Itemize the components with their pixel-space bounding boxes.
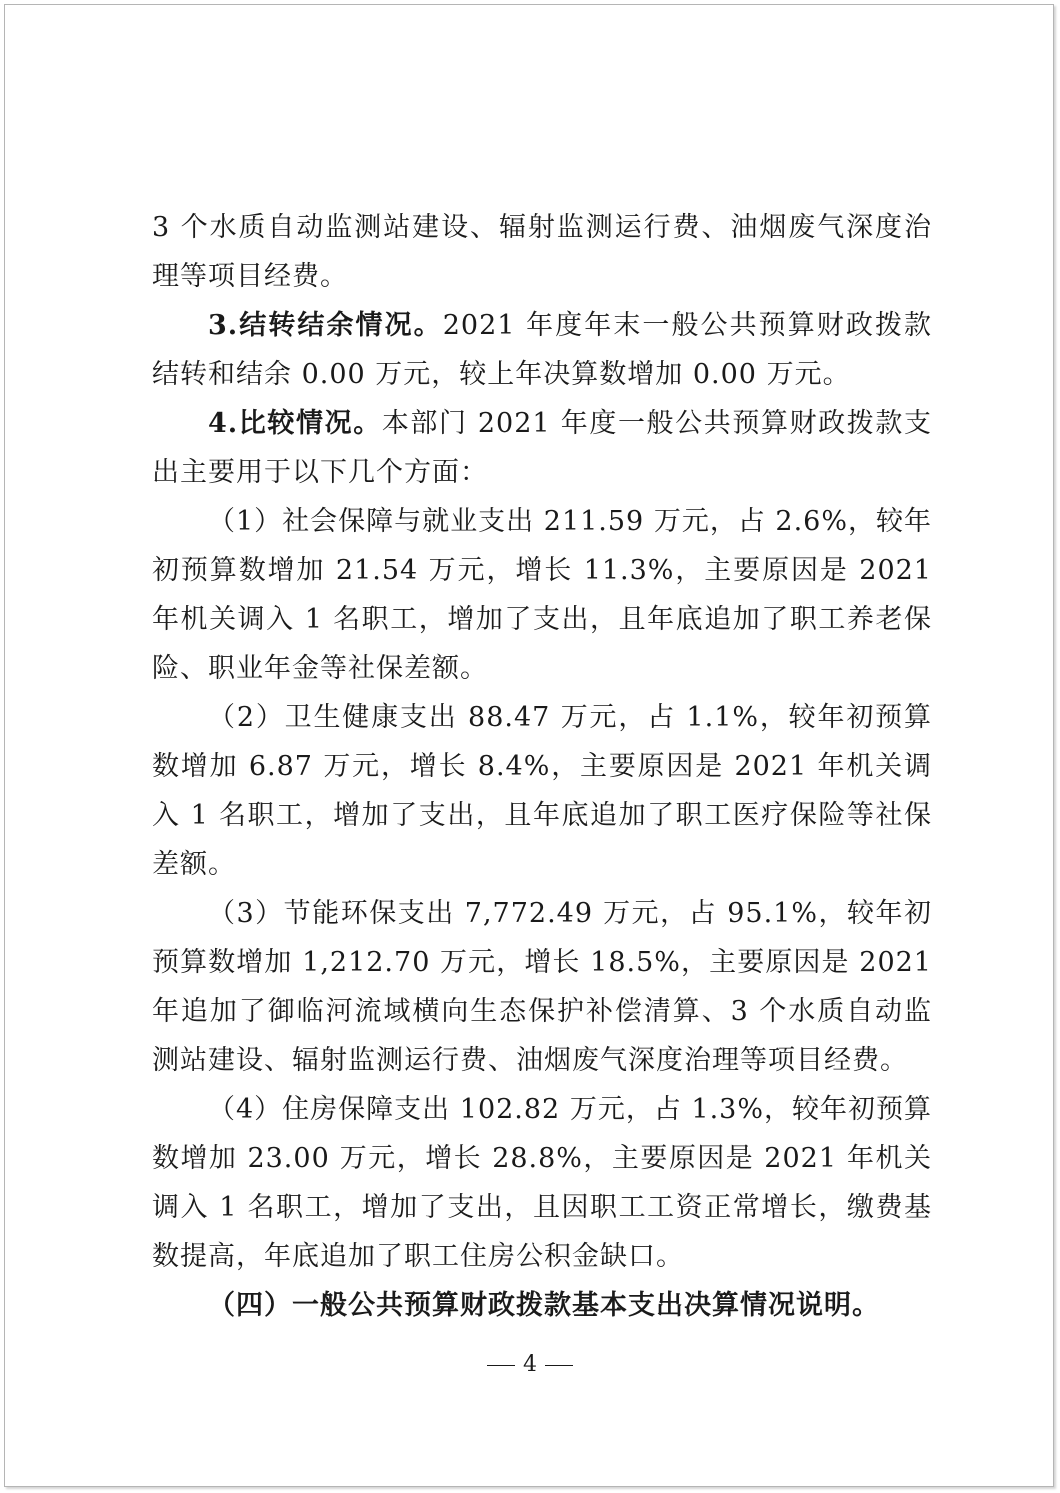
paragraph-text: 2021 年度年末一般公共预算财政拨款结转和结余 0.00 万元，较上年决算数增加 0.00 万元。 [152, 310, 933, 390]
section-heading-text: （四）一般公共预算财政拨款基本支出决算情况说明。 [208, 1290, 880, 1321]
paragraph [152, 497, 932, 693]
paragraph [152, 1085, 932, 1281]
paragraph [152, 301, 932, 399]
paragraph-heading: 3.结转结余情况。 [208, 310, 443, 341]
body-text [152, 203, 932, 1330]
paragraph-heading: 4.比较情况。 [208, 408, 382, 439]
paragraph [152, 889, 932, 1085]
paragraph [152, 399, 932, 497]
paragraph-text: 3 个水质自动监测站建设、辐射监测运行费、油烟废气深度治理等项目经费。 [152, 212, 932, 292]
paragraph-text: （2）卫生健康支出 88.47 万元，占 1.1%，较年初预算数增加 6.87 万元，增长 8.4%，主要原因是 2021 年机关调入 1 名职工，增加了支出，且年底追加了职工医疗保险等社保差额。 [152, 702, 932, 880]
document-page [4, 4, 1054, 1487]
paragraph-text: （1）社会保障与就业支出 211.59 万元，占 2.6%，较年初预算数增加 21.54 万元，增长 11.3%，主要原因是 2021 年机关调入 1 名职工，增加了支出，且年底追加了职工养老保险、职业年金等社保差额。 [152, 506, 932, 684]
paragraph-text: （4）住房保障支出 102.82 万元，占 1.3%，较年初预算数增加 23.00 万元，增长 28.8%，主要原因是 2021 年机关调入 1 名职工，增加了支出，且因职工工资正常增长，缴费基数提高，年底追加了职工住房公积金缺口。 [152, 1094, 932, 1272]
section-heading [152, 1281, 932, 1330]
right-dash [545, 1365, 573, 1366]
paragraph [152, 203, 932, 301]
page-footer [0, 1352, 1060, 1377]
paragraph-text: 本部门 2021 年度一般公共预算财政拨款支出主要用于以下几个方面： [152, 408, 932, 488]
paragraph-text: （3）节能环保支出 7,772.49 万元，占 95.1%，较年初预算数增加 1,212.70 万元，增长 18.5%，主要原因是 2021 年追加了御临河流域横向生态保护补偿清算、3 个水质自动监测站建设、辐射监测运行费、油烟废气深度治理等项目经费。 [152, 898, 932, 1076]
paragraph [152, 693, 932, 889]
page-number: 4 [523, 1352, 537, 1377]
left-dash [487, 1365, 515, 1366]
